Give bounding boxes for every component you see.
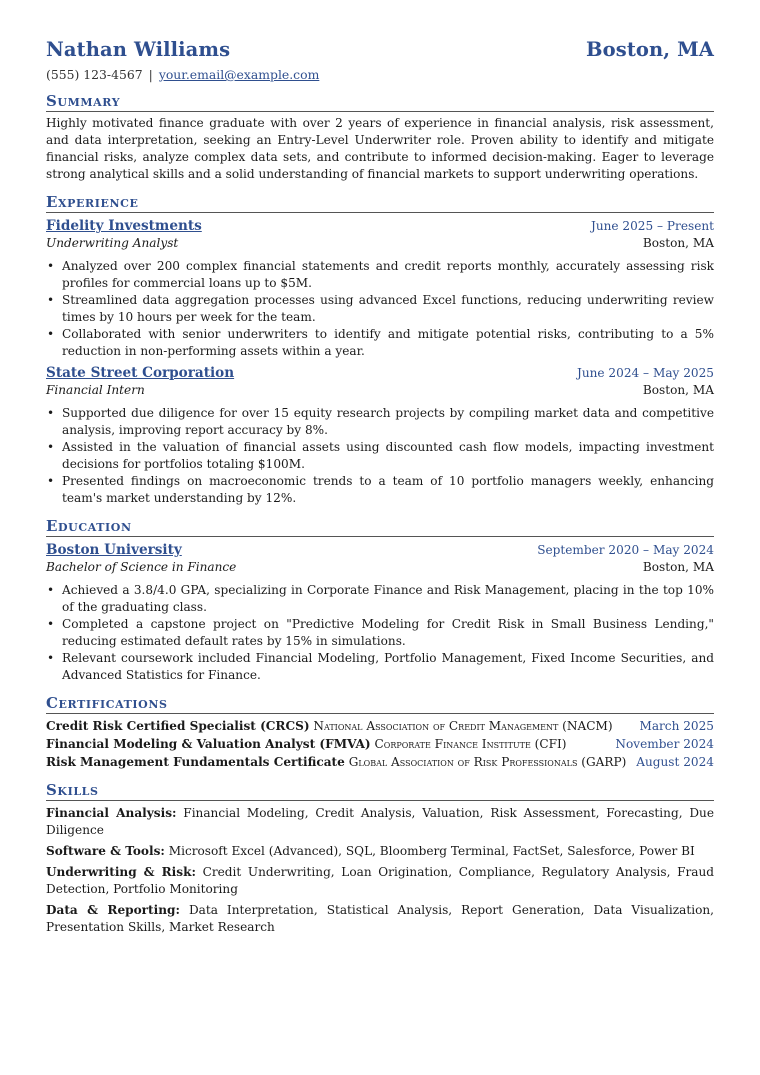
skills-heading: Skills [46, 781, 714, 801]
education-entry [46, 541, 714, 684]
list-item: • Supported due diligence for over 15 equity research projects by compiling market data and competitive analysis, improving report accuracy by 8%. [62, 405, 714, 439]
job-location: Boston, MA [642, 383, 714, 397]
summary-text: Highly motivated finance graduate with over 2 years of experience in financial analysis, risk assessment, and data interpretation, seeking an Entry-Level Underwriter role. Proven ability to identify and mitigate financial risks, analyze complex data sets, and contribute to informed decision-making. Eager to leverage strong analytical skills and a solid understanding of financial markets to support underwriting operations. [46, 116, 714, 181]
job-title: Underwriting Analyst [46, 236, 179, 250]
list-item: • Presented findings on macroeconomic trends to a team of 10 portfolio managers weekly, enhancing team's market understanding by 12%. [62, 473, 714, 507]
job-location: Boston, MA [642, 236, 714, 250]
skill-row [46, 864, 714, 898]
phone-number: (555) 123-4567 [46, 67, 143, 82]
list-item: • Completed a capstone project on "Predictive Modeling for Credit Risk in Small Business Lending," reducing estimated default rates by 15% in simulations. [62, 616, 714, 650]
employer-name[interactable]: State Street Corporation [46, 365, 235, 381]
certification-date: March 2025 [639, 719, 714, 733]
summary-heading: Summary [46, 92, 714, 112]
employment-dates: June 2024 – May 2025 [577, 366, 714, 380]
education-heading: Education [46, 517, 714, 537]
certification-name: Credit Risk Certified Specialist (CRCS) [46, 719, 310, 733]
experience-entry [46, 217, 714, 360]
school-location: Boston, MA [642, 560, 714, 574]
skill-category: Financial Analysis: [46, 806, 177, 820]
certifications-heading: Certifications [46, 694, 714, 714]
school-name[interactable]: Boston University [46, 542, 182, 558]
list-item: • Achieved a 3.8/4.0 GPA, specializing in Corporate Finance and Risk Management, placing in the top 10% of the graduating class. [62, 582, 714, 616]
certification-date: November 2024 [615, 737, 714, 751]
employer-name[interactable]: Fidelity Investments [46, 218, 202, 234]
list-item: • Collaborated with senior underwriters to identify and mitigate potential risks, contributing to a 5% reduction in non-performing assets within a year. [62, 326, 714, 360]
certification-item [46, 735, 714, 753]
skill-row [46, 805, 714, 839]
candidate-name: Nathan Williams [46, 38, 231, 61]
skill-values: Data Interpretation, Statistical Analysis, Report Generation, Data Visualization, Presentation Skills, Market Research [46, 903, 714, 934]
candidate-location: Boston, MA [586, 38, 714, 61]
skill-values: Microsoft Excel (Advanced), SQL, Bloomberg Terminal, FactSet, Salesforce, Power BI [168, 844, 695, 858]
skill-values: Financial Modeling, Credit Analysis, Valuation, Risk Assessment, Forecasting, Due Diligence [46, 806, 714, 837]
certification-item [46, 717, 714, 735]
skill-values: Credit Underwriting, Loan Origination, Compliance, Regulatory Analysis, Fraud Detection, Portfolio Monitoring [46, 865, 714, 896]
resume-header [46, 38, 714, 61]
certification-name: Risk Management Fundamentals Certificate [46, 755, 345, 769]
certification-name: Financial Modeling & Valuation Analyst (FMVA) [46, 737, 371, 751]
contact-separator: | [148, 67, 153, 82]
degree-name: Bachelor of Science in Finance [46, 560, 237, 574]
experience-bullets [46, 405, 714, 507]
certification-issuer: Corporate Finance Institute (CFI) [374, 737, 567, 751]
resume-page [46, 38, 714, 936]
certification-item [46, 753, 714, 771]
skill-category: Software & Tools: [46, 844, 165, 858]
education-bullets [46, 582, 714, 684]
experience-entry [46, 364, 714, 507]
skill-row [46, 843, 714, 860]
skill-category: Data & Reporting: [46, 903, 180, 917]
experience-heading: Experience [46, 193, 714, 213]
certification-issuer: Global Association of Risk Professionals (GARP) [348, 755, 627, 769]
skill-category: Underwriting & Risk: [46, 865, 196, 879]
job-title: Financial Intern [46, 383, 145, 397]
skills-list [46, 805, 714, 936]
experience-bullets [46, 258, 714, 360]
education-dates: September 2020 – May 2024 [537, 543, 714, 557]
email-link[interactable]: your.email@example.com [158, 67, 320, 82]
certifications-list [46, 717, 714, 771]
list-item: • Relevant coursework included Financial Modeling, Portfolio Management, Fixed Income Securities, and Advanced Statistics for Finance. [62, 650, 714, 684]
skill-row [46, 902, 714, 936]
certification-issuer: National Association of Credit Management (NACM) [313, 719, 613, 733]
certification-date: August 2024 [636, 755, 714, 769]
list-item: • Analyzed over 200 complex financial statements and credit reports monthly, accurately assessing risk profiles for commercial loans up to $5M. [62, 258, 714, 292]
contact-line [46, 67, 714, 82]
list-item: • Assisted in the valuation of financial assets using discounted cash flow models, impacting investment decisions for portfolios totaling $100M. [62, 439, 714, 473]
employment-dates: June 2025 – Present [590, 219, 714, 233]
list-item: • Streamlined data aggregation processes using advanced Excel functions, reducing underwriting review times by 10 hours per week for the team. [62, 292, 714, 326]
